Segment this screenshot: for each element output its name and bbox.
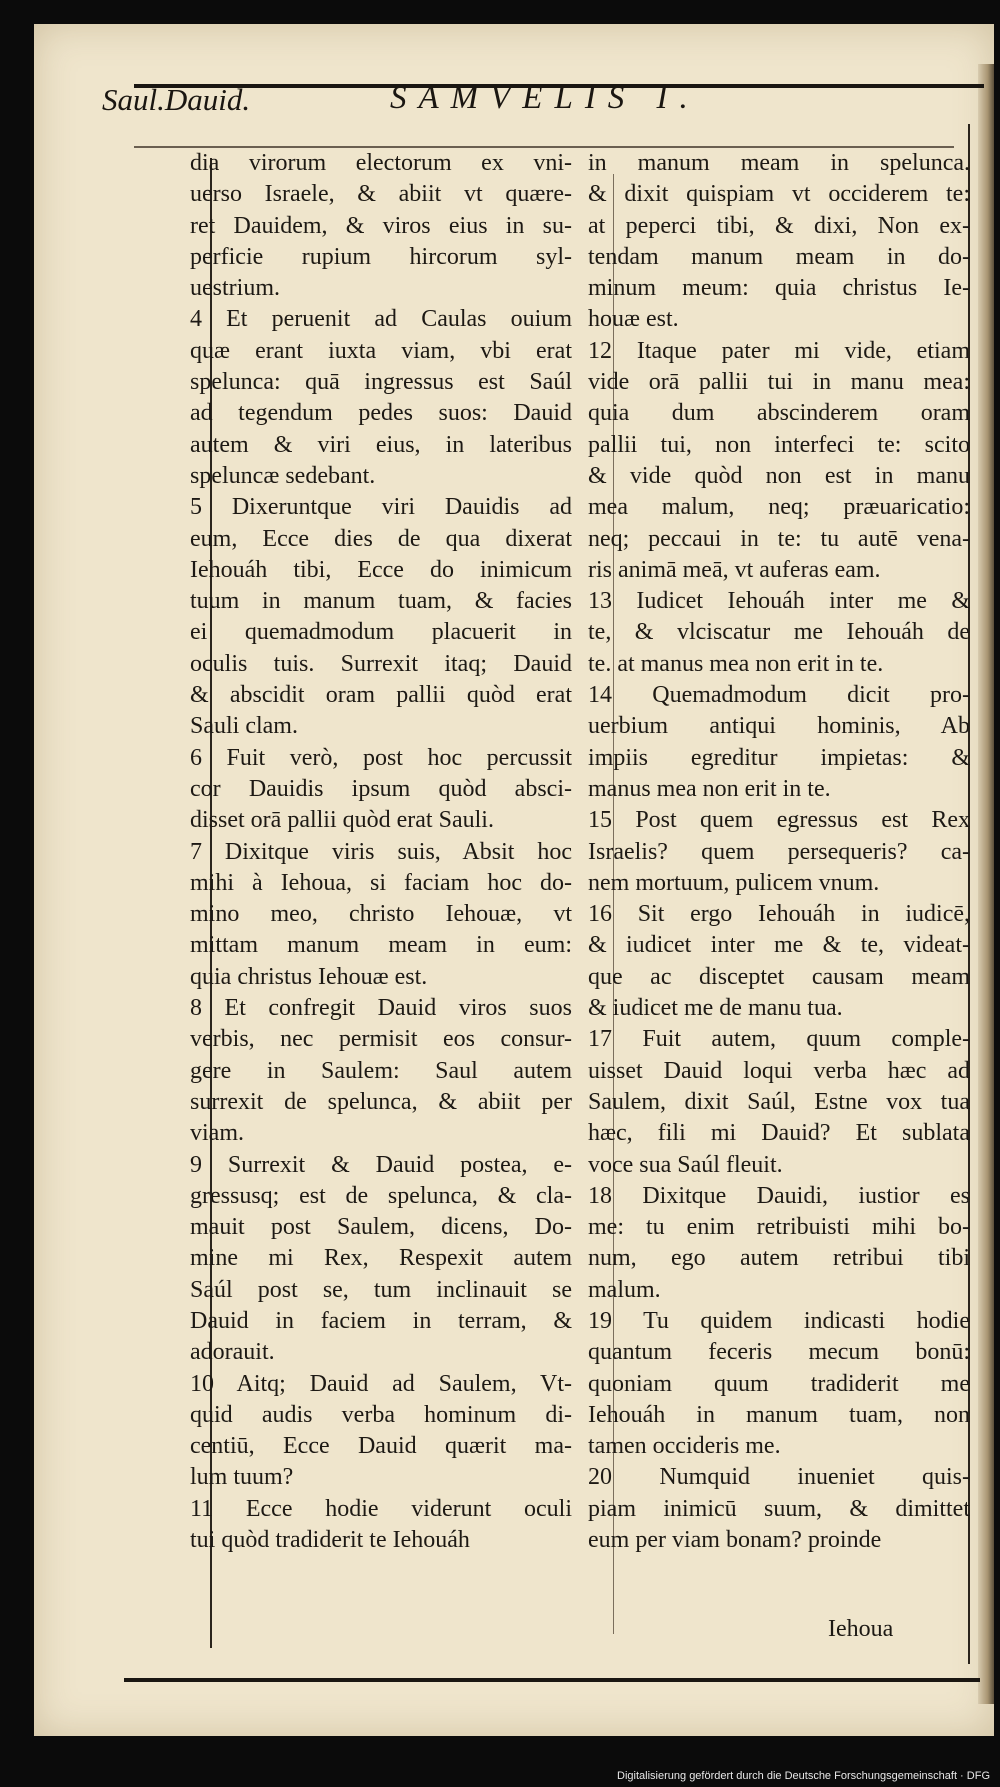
- text-line: uisset Dauid loqui verba hæc ad: [588, 1057, 970, 1084]
- text-line: eum, Ecce dies de qua dixerat: [190, 525, 572, 552]
- text-line: Saúl post se, tum inclinauit se: [190, 1276, 572, 1303]
- text-line: eum per viam bonam? proinde: [588, 1527, 882, 1554]
- text-line: 13 Iudicet Iehouáh inter me &: [588, 588, 970, 615]
- text-line: piam inimicū suum, & dimittet: [588, 1495, 970, 1522]
- text-line: quantum feceris mecum bonū:: [588, 1339, 970, 1366]
- text-line: quæ erant iuxta viam, vbi erat: [190, 337, 572, 364]
- text-line: me: tu enim retribuisti mihi bo-: [588, 1214, 970, 1241]
- text-line: nem mortuum, pulicem vnum.: [588, 869, 880, 896]
- text-line: cor Dauidis ipsum quòd absci-: [190, 775, 572, 802]
- text-line: 14 Quemadmodum dicit pro-: [588, 682, 970, 709]
- text-line: 7 Dixitque viris suis, Absit hoc: [190, 838, 572, 865]
- text-line: ret Dauidem, & viros eius in su-: [190, 212, 572, 239]
- bottom-rule: [124, 1678, 980, 1682]
- text-line: que ac disceptet causam meam: [588, 963, 970, 990]
- text-line: quid audis verba hominum di-: [190, 1401, 572, 1428]
- text-line: ad tegendum pedes suos: Dauid: [190, 400, 572, 427]
- text-line: uestrium.: [190, 275, 280, 302]
- text-line: 8 Et confregit Dauid viros suos: [190, 995, 572, 1022]
- text-line: speluncæ sedebant.: [190, 462, 376, 489]
- text-line: Sauli clam.: [190, 713, 298, 740]
- text-line: malum.: [588, 1276, 661, 1303]
- right-text-column: [588, 148, 970, 1608]
- text-line: manus mea non erit in te.: [588, 775, 831, 802]
- text-line: Dauid in faciem in terram, &: [190, 1307, 572, 1334]
- text-line: at peperci tibi, & dixi, Non ex-: [588, 212, 970, 239]
- text-line: te, & vlciscatur me Iehouáh de: [588, 619, 970, 646]
- text-line: impiis egreditur impietas: &: [588, 744, 970, 771]
- text-line: tamen occideris me.: [588, 1433, 781, 1460]
- text-line: adorauit.: [190, 1339, 275, 1366]
- text-line: tui quòd tradiderit te Iehouáh: [190, 1527, 470, 1554]
- text-line: hæc, fili mi Dauid? Et sublata: [588, 1120, 970, 1147]
- digitization-credit: Digitalisierung gefördert durch die Deutsche Forschungsgemeinschaft · DFG: [617, 1770, 990, 1782]
- text-line: 6 Fuit verò, post hoc percussit: [190, 744, 572, 771]
- text-line: 17 Fuit autem, quum comple-: [588, 1026, 970, 1053]
- text-line: mihi à Iehoua, si faciam hoc do-: [190, 869, 572, 896]
- text-line: vide orā pallii tui in manu mea:: [588, 369, 970, 396]
- text-line: num, ego autem retribui tibi: [588, 1245, 970, 1272]
- text-line: & abscidit oram pallii quòd erat: [190, 682, 572, 709]
- running-head-left: Saul.Dauid.: [102, 82, 251, 117]
- left-text-column: [190, 148, 572, 1608]
- page-edge: [978, 64, 994, 1704]
- text-line: disset orā pallii quòd erat Sauli.: [190, 807, 494, 834]
- text-line: voce sua Saúl fleuit.: [588, 1151, 783, 1178]
- text-line: mauit post Saulem, dicens, Do-: [190, 1214, 572, 1241]
- text-line: & vide quòd non est in manu: [588, 462, 970, 489]
- text-line: spelunca: quā ingressus est Saúl: [190, 369, 572, 396]
- text-line: gere in Saulem: Saul autem: [190, 1057, 572, 1084]
- text-line: mino meo, christo Iehouæ, vt: [190, 901, 572, 928]
- running-head-title: SAMVELIS I.: [390, 80, 700, 116]
- text-line: 16 Sit ergo Iehouáh in iudicē,: [588, 901, 970, 928]
- text-line: pallii tui, non interfeci te: scito: [588, 431, 970, 458]
- text-line: 5 Dixeruntque viri Dauidis ad: [190, 494, 572, 521]
- text-line: quoniam quum tradiderit me: [588, 1370, 970, 1397]
- text-line: quia dum abscinderem oram: [588, 400, 970, 427]
- text-line: 10 Aitq; Dauid ad Saulem, Vt-: [190, 1370, 572, 1397]
- text-line: viam.: [190, 1120, 244, 1147]
- text-line: 4 Et peruenit ad Caulas ouium: [190, 306, 572, 333]
- text-line: & iudicet me de manu tua.: [588, 995, 843, 1022]
- text-line: ris animā meā, vt auferas eam.: [588, 556, 881, 583]
- text-line: gressusq; est de spelunca, & cla-: [190, 1182, 572, 1209]
- text-line: 15 Post quem egressus est Rex: [588, 807, 970, 834]
- text-line: mine mi Rex, Respexit autem: [190, 1245, 572, 1272]
- text-line: mea malum, neq; præuaricatio:: [588, 494, 970, 521]
- text-line: uerbium antiqui hominis, Ab: [588, 713, 970, 740]
- text-line: quia christus Iehouæ est.: [190, 963, 428, 990]
- text-line: 18 Dixitque Dauidi, iustior es: [588, 1182, 970, 1209]
- text-line: neq; peccaui in te: tu autē vena-: [588, 525, 970, 552]
- text-line: 19 Tu quidem indicasti hodie: [588, 1307, 970, 1334]
- text-line: 11 Ecce hodie viderunt oculi: [190, 1495, 572, 1522]
- text-line: centiū, Ecce Dauid quærit ma-: [190, 1433, 572, 1460]
- text-line: Saulem, dixit Saúl, Estne vox tua: [588, 1088, 970, 1115]
- text-line: 9 Surrexit & Dauid postea, e-: [190, 1151, 572, 1178]
- text-line: ei quemadmodum placuerit in: [190, 619, 572, 646]
- text-line: Iehouáh tibi, Ecce do inimicum: [190, 556, 572, 583]
- text-line: in manum meam in spelunca.: [588, 150, 970, 176]
- text-line: verbis, nec permisit eos consur-: [190, 1026, 572, 1053]
- text-line: mittam manum meam in eum:: [190, 932, 572, 959]
- text-line: te. at manus mea non erit in te.: [588, 650, 884, 677]
- text-line: 20 Numquid inueniet quis-: [588, 1464, 970, 1491]
- catchword: Iehoua: [828, 1616, 894, 1642]
- text-line: 12 Itaque pater mi vide, etiam: [588, 337, 970, 364]
- text-line: & iudicet inter me & te, videat-: [588, 932, 970, 959]
- text-line: tuum in manum tuam, & facies: [190, 588, 572, 615]
- text-line: oculis tuis. Surrexit itaq; Dauid: [190, 650, 572, 677]
- text-line: uerso Israele, & abiit vt quære-: [190, 181, 572, 208]
- text-line: houæ est.: [588, 306, 679, 333]
- text-line: lum tuum?: [190, 1464, 294, 1491]
- text-line: Israelis? quem persequeris? ca-: [588, 838, 970, 865]
- text-line: tendam manum meam in do-: [588, 243, 970, 270]
- text-line: surrexit de spelunca, & abiit per: [190, 1088, 572, 1115]
- text-line: minum meum: quia christus Ie-: [588, 275, 970, 302]
- text-line: dia virorum electorum ex vni-: [190, 150, 572, 176]
- text-line: Iehouáh in manum tuam, non: [588, 1401, 970, 1428]
- text-line: & dixit quispiam vt occiderem te:: [588, 181, 970, 208]
- text-line: autem & viri eius, in lateribus: [190, 431, 572, 458]
- text-line: perficie rupium hircorum syl-: [190, 243, 572, 270]
